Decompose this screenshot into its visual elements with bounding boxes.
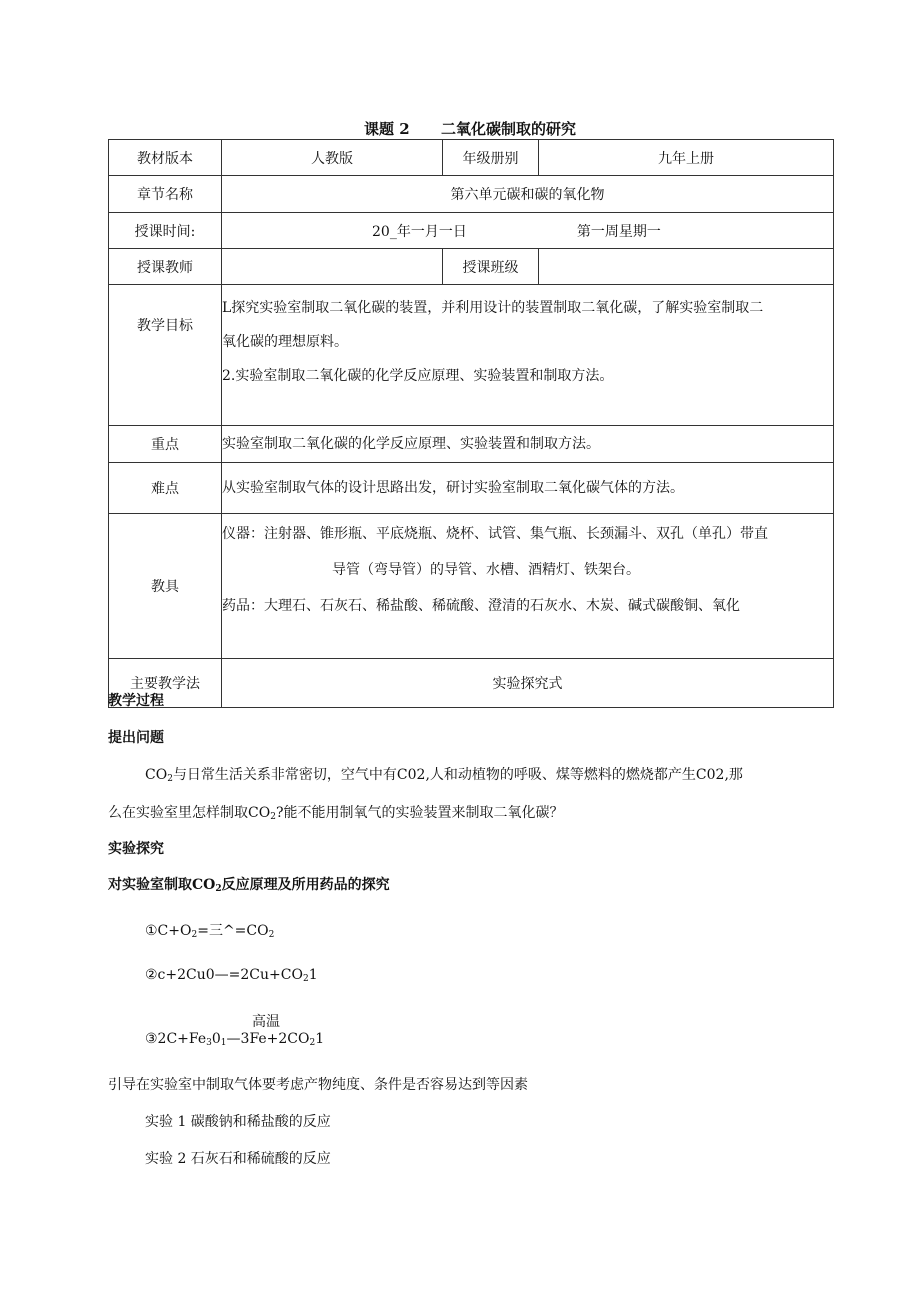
difficulty-label: 难点	[109, 463, 222, 514]
eq-part: ①C+O	[145, 923, 192, 939]
subscript: 1	[220, 1038, 227, 1048]
method-label: 主要教学法	[109, 659, 222, 708]
eq-part: =三^=CO	[197, 923, 269, 939]
goals-label: 教学目标	[109, 285, 222, 426]
key-value: 实验室制取二氧化碳的化学反应原理、实验装置和制取方法。	[222, 426, 834, 463]
subscript: 2	[215, 884, 222, 894]
equation-3	[145, 1031, 324, 1047]
table-row	[109, 176, 834, 213]
table-row	[109, 659, 834, 708]
tools-line-1: 仪器：注射器、锥形瓶、平底烧瓶、烧杯、试管、集气瓶、长颈漏斗、双孔（单孔）带直	[222, 526, 768, 542]
experiment-2: 实验 2 石灰石和稀硫酸的反应	[145, 1151, 331, 1167]
tools-line-3: 药品：大理石、石灰石、稀盐酸、稀硫酸、澄清的石灰水、木炭、碱式碳酸铜、氧化	[222, 598, 740, 614]
teacher-label: 授课教师	[109, 249, 222, 285]
question-heading: 提出问题	[108, 730, 164, 746]
time-value	[222, 213, 834, 249]
chapter-value: 第六单元碳和碳的氧化物	[222, 176, 834, 213]
table-row	[109, 463, 834, 514]
equation-1	[145, 920, 274, 940]
guide-text: 引导在实验室中制取气体要考虑产物纯度、条件是否容易达到等因素	[108, 1077, 528, 1093]
time-label: 授课时间:	[109, 213, 222, 249]
time-week: 第一周星期一	[576, 223, 661, 240]
table-row	[109, 426, 834, 463]
tools-value	[222, 514, 834, 659]
explore-text: 反应原理及所用药品的探究	[221, 877, 390, 893]
process-heading: 教学过程	[108, 693, 164, 709]
edition-value: 人教版	[222, 140, 443, 176]
question-text: 么在实验室里怎样制取CO	[108, 805, 271, 821]
experiment-1: 实验 1 碳酸钠和稀盐酸的反应	[145, 1114, 331, 1130]
table-row	[109, 213, 834, 249]
tools-line-2: 导管（弯导管）的导管、水槽、酒精灯、铁架台。	[332, 562, 640, 578]
eq-part: 0	[211, 1031, 221, 1047]
edition-label: 教材版本	[109, 140, 222, 176]
eq-part: —3Fe+2CO	[226, 1031, 310, 1047]
page-title: 课题 2 二氧化碳制取的研究	[364, 120, 576, 138]
key-label: 重点	[109, 426, 222, 463]
subscript: 2	[167, 774, 173, 784]
goal-2: 2.实验室制取二氧化碳的化学反应原理、实验装置和制取方法。	[222, 368, 614, 384]
method-value: 实验探究式	[222, 659, 834, 708]
subscript: 2	[268, 930, 275, 940]
teacher-value	[222, 249, 443, 285]
question-text: 与日常生活关系非常密切，空气中有C02,人和动植物的呼吸、煤等燃料的燃烧都产生C02,那	[172, 767, 743, 783]
eq-part: 1	[315, 1031, 325, 1047]
co2-text: CO	[145, 767, 168, 783]
table-row	[109, 140, 834, 176]
chapter-label: 章节名称	[109, 176, 222, 213]
question-text: ?能不能用制氧气的实验装置来制取二氧化碳？	[275, 805, 564, 821]
subscript: 2	[309, 1038, 316, 1048]
goals-value	[222, 285, 834, 426]
equation-3-condition: 高温	[252, 1014, 280, 1030]
grade-label: 年级册别	[443, 140, 539, 176]
explore-heading: 实验探究	[108, 841, 164, 857]
table-row	[109, 514, 834, 659]
question-line-2	[108, 802, 563, 822]
time-date: 20_年一月一日	[372, 223, 467, 240]
explore-text: 对实验室制取CO	[108, 877, 216, 893]
goal-1-line-1: L探究实验室制取二氧化碳的装置，并利用设计的装置制取二氧化碳，了解实验室制取二	[222, 300, 764, 316]
question-line-1	[145, 764, 743, 784]
lesson-info-table	[108, 139, 834, 708]
class-value	[539, 249, 834, 285]
subscript: 3	[206, 1038, 212, 1048]
explore-subheading	[108, 874, 390, 894]
eq-part: ②c+2Cu0—=2Cu+CO	[145, 967, 303, 983]
table-row	[109, 249, 834, 285]
class-label: 授课班级	[443, 249, 539, 285]
grade-value: 九年上册	[539, 140, 834, 176]
subscript: 2	[191, 930, 198, 940]
eq-part: 1	[308, 967, 318, 983]
subscript: 2	[270, 812, 276, 822]
table-row	[109, 285, 834, 426]
subscript: 2	[302, 974, 309, 984]
difficulty-value: 从实验室制取气体的设计思路出发，研讨实验室制取二氧化碳气体的方法。	[222, 463, 834, 514]
equation-2	[145, 967, 318, 983]
goal-1-line-2: 氧化碳的理想原料。	[222, 334, 348, 350]
tools-label: 教具	[109, 514, 222, 659]
eq-part: ③2C+Fe	[145, 1031, 207, 1047]
